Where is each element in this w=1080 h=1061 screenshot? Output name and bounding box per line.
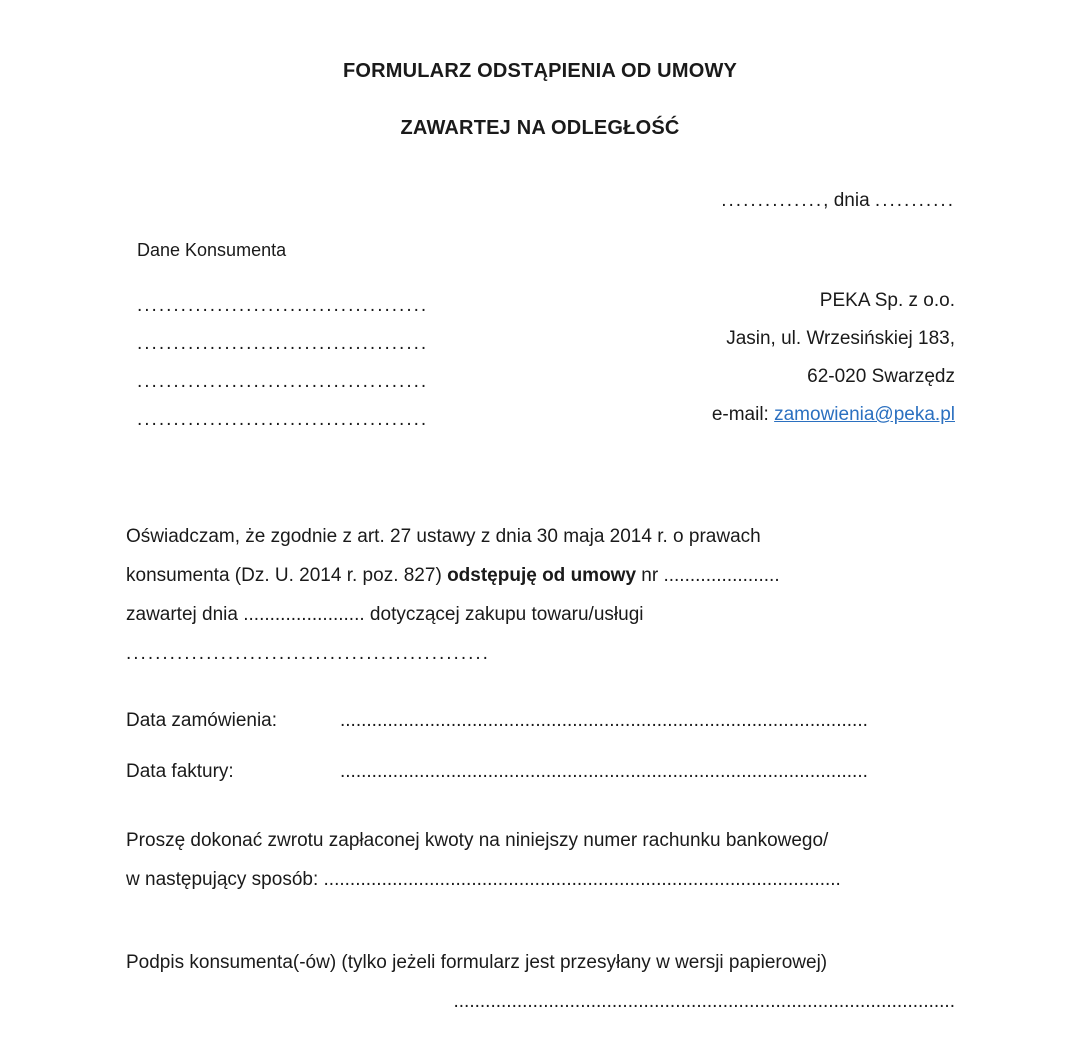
contract-number-blank: ...................... [663,565,780,586]
order-date-blank: .................................................................................................... [340,710,868,731]
statement-line1: Oświadczam, że zgodnie z art. 27 ustawy z dnia 30 maja 2014 r. o prawach [126,526,761,547]
company-name: PEKA Sp. z o.o. [819,290,955,311]
refund-method-label: w następujący sposób: [126,869,324,890]
email-label: e-mail: [711,404,775,425]
goods-description-blank: .................................................. [126,643,490,664]
invoice-date-row [126,746,955,797]
dnia-label: , dnia [823,190,875,211]
place-date-line [126,190,955,212]
parties-section [137,240,955,439]
company-block [712,282,955,434]
refund-section [126,821,955,899]
statement-line2-pre: konsumenta (Dz. U. 2014 r. poz. 827) [126,565,448,586]
order-date-row [126,695,955,746]
invoice-date-blank: .................................................................................................... [340,761,868,782]
consumer-blank-line-2: ........................................ [137,333,429,354]
company-email-line [712,396,955,434]
statement-line2-mid: nr [636,565,664,586]
company-address-line1: Jasin, ul. Wrzesińskiej 183, [726,328,955,349]
consumer-blank-line-1: ........................................ [137,295,429,316]
invoice-date-label: Data faktury: [126,761,234,782]
signature-label: Podpis konsumenta(-ów) (tylko jeżeli formularz jest przesyłany w wersji papierowej) [126,952,828,973]
statement-line3-pre: zawartej dnia [126,604,244,625]
signature-line [126,982,955,1021]
form-title-line1: FORMULARZ ODSTĄPIENIA OD UMOWY [342,60,738,82]
refund-method-blank: .................................................................................................. [323,869,841,890]
consumer-data-heading: Dane Konsumenta [137,240,287,260]
signature-section [126,943,955,1021]
email-link[interactable]: zamowienia@peka.pl [774,404,955,425]
order-date-label: Data zamówienia: [126,710,278,731]
date-blank: ........... [874,190,955,211]
company-address-line2: 62-020 Swarzędz [807,366,955,387]
statement-line2-bold: odstępuję od umowy [447,565,637,586]
withdrawal-statement [126,517,955,673]
statement-line3-post: dotyczącej zakupu towaru/usługi [364,604,644,625]
form-title-line2: ZAWARTEJ NA ODLEGŁOŚĆ [400,117,680,139]
refund-line1: Proszę dokonać zwrotu zapłaconej kwoty na niniejszy numer rachunku bankowego/ [126,830,829,851]
consumer-data-block [137,240,428,439]
consumer-blank-line-4: ........................................ [137,409,429,430]
contract-date-blank: ....................... [243,604,365,625]
date-fields-section [126,695,955,797]
signature-blank: ............................................................................................... [453,991,955,1012]
place-blank: .............. [721,190,824,211]
consumer-blank-line-3: ........................................ [137,371,429,392]
